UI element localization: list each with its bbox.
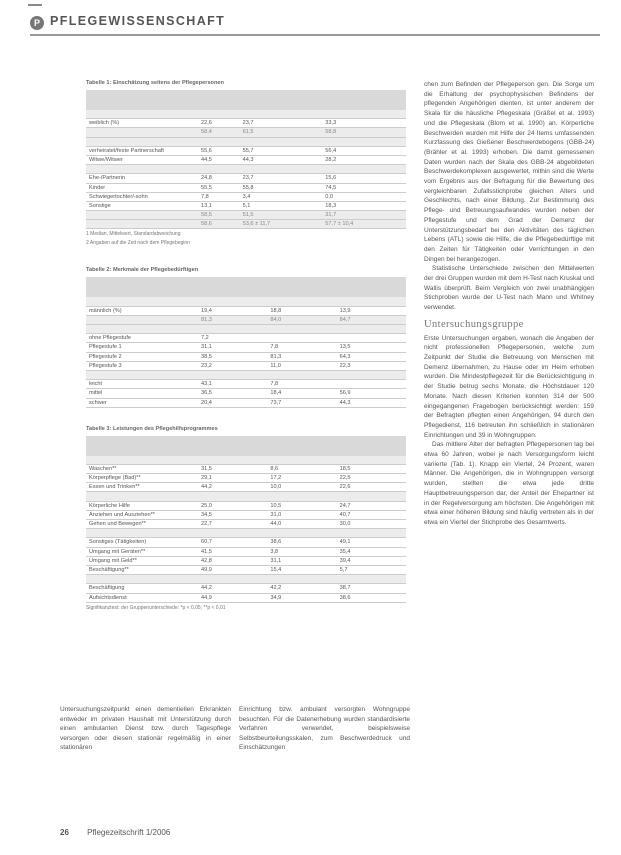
table-cell (337, 456, 406, 465)
row-label (86, 575, 198, 584)
row-label: Schwiegertochter/-sohn (86, 192, 198, 201)
table-cell: 3,4 (240, 192, 323, 201)
table-cell: 23,7 (240, 119, 323, 128)
header-rule (30, 34, 600, 36)
table-cell: 51,5 (240, 211, 323, 220)
row-label: weiblich (%) (86, 119, 198, 128)
table-cell: 10,0 (267, 483, 336, 492)
table-cell (198, 492, 267, 501)
table-row (86, 584, 406, 593)
table-cell: 64,3 (337, 352, 406, 361)
column-header (267, 436, 336, 456)
column-header (240, 90, 323, 110)
table-cell (337, 297, 406, 306)
row-label: Aufsichtsdienst (86, 593, 198, 602)
section-heading: Untersuchungsgruppe (424, 318, 524, 330)
table-3 (86, 436, 406, 603)
table-row (86, 352, 406, 361)
table-cell: 58,6 (198, 220, 240, 229)
row-label: Pflegestufe 1 (86, 343, 198, 352)
table-cell: 56,4 (322, 146, 406, 155)
table-cell: 34,9 (267, 593, 336, 602)
row-label (86, 297, 198, 306)
paragraph: Statistische Unterschiede zwischen den Mittelwerten der drei Gruppen wurden mit dem H-Test nach Kruskal und Wallis überprüft. Beim Vergleich von zwei unabhängigen Stichproben wurde der U-Test nach Mann und Whitney verwendet. (424, 265, 594, 312)
row-label: verheiratet/feste Partnerschaft (86, 146, 198, 155)
table-cell: 20,4 (198, 398, 267, 407)
row-label: leicht (86, 380, 198, 389)
table-cell (267, 325, 336, 334)
table-cell: 3,8 (267, 547, 336, 556)
table-cell (198, 370, 267, 379)
table-cell (198, 529, 267, 538)
table-cell (240, 165, 323, 174)
table-cell: 19,4 (198, 306, 267, 315)
table-cell: 49,1 (337, 538, 406, 547)
table-cell: 23,7 (240, 174, 323, 183)
row-label (86, 137, 198, 146)
table-row (86, 361, 406, 370)
row-label (86, 492, 198, 501)
table-cell: 7,8 (198, 192, 240, 201)
table-cell: 39,4 (337, 556, 406, 565)
table-cell (198, 456, 267, 465)
table-cell: 57,7 ± 10,4 (322, 220, 406, 229)
row-label: Umgang mit Geld** (86, 556, 198, 565)
table-cell: 11,0 (267, 361, 336, 370)
table-cell: 7,8 (267, 380, 336, 389)
bottom-text-column-2: Einrichtung bzw. ambulant versorgten Wohngruppe besuchten. Für die Datenerhebung wurden standardisierte Verfahren verwendet, beispielsweise Selbstbeurteilungsskalen, zum Beschwerdedruck und Einschätzungen (239, 706, 410, 751)
table-1 (86, 90, 406, 229)
table-cell: 18,3 (322, 201, 406, 210)
table-cell (337, 575, 406, 584)
table-cell (337, 492, 406, 501)
table-cell: 22,3 (337, 361, 406, 370)
table-cell (267, 492, 336, 501)
row-label: mittel (86, 389, 198, 398)
bottom-text (60, 705, 410, 753)
paragraph: chen zum Befinden der Pflegeperson gen. Die Sorge um die Erhaltung der psychophysischen Befindens der pflegenden Angehörigen dienten, ist unter anderem der Skala für die häusliche Pflegeskala (Gräßel et al. 1993) und die Pflegeskala (Blom et al. 1990) an. Körperliche Beschwerden wurden mit Hilfe der 24 Items umfassenden Kurzfassung des Gießener Beschwerdebogens (GBB-24) (Brähler et al. 1993) erhoben. Die damit gemessenen Daten wurden nach der Skala des GBB-24 abgebildeten Beschwerdekomplexen ausgewertet, mithin sind die Werte vom Ergebnis aus der Befragung für die Bewertung des vergleichbaren Zufallsstichprobe gleichen Alters und Geschlechts, nach einer Bildung. Zur Bestimmung des Pflege- und Betreuungsaufwandes wurden neben der Pflegestufe und dem Grad der Demenz der Unterstützungsbedarf bei den Aktivitäten des täglichen Lebens (ATL) sowie die Hilfe, die die Pflegebedürftige mit den Zeiten für Tätigkeiten oder Verrichtungen in den Dingen bei herangezogen. (424, 81, 594, 263)
bottom-text-column-1: Untersuchungszeitpunkt einen dementiellen Erkrankten entweder im privaten Haushalt mit Unterstützung durch einen ambulanten Dienst bzw. durch Tagespflege versorgen oder diesen stationär regelmäßig in einer stationären (60, 706, 231, 751)
table-cell: 40,7 (337, 510, 406, 519)
row-label (86, 128, 198, 137)
row-label (86, 220, 198, 229)
table-row (86, 389, 406, 398)
table-cell: 22,7 (198, 520, 267, 529)
table-cell (198, 297, 267, 306)
table-1-note-2: 2 Angaben auf die Zeit nach dem Pflegebeginn (86, 240, 190, 247)
table-row (86, 155, 406, 164)
row-label: Beschäftigung** (86, 565, 198, 574)
table-cell: 44,2 (198, 483, 267, 492)
table-cell: 42,8 (198, 556, 267, 565)
table-cell: 55,5 (198, 183, 240, 192)
table-2-block (86, 267, 406, 407)
table-cell: 15,4 (267, 565, 336, 574)
table-row (86, 556, 406, 565)
row-label: Essen und Trinken** (86, 483, 198, 492)
paragraph: Das mittlere Alter der befragten Pflegepersonen lag bei etwa 60 Jahren, wobei je nach Versorgungsform leicht variierte (Tab. 1). Knapp ein Viertel, 24 Prozent, waren Männer. Die Angehörigen, die in Wohngruppen versorgt wurden, stellten die etwa jede dritte Hauptbetreuungsperson dar, der Anteil der Ehepartner ist in der Regelversorgung am höchsten. Die Angehörigen mit etwa einer höheren Bildung sind häufig vertreten als in der etwa ein Viertel der Stichprobe des Gesamtwerts. (424, 441, 594, 526)
row-label (86, 211, 198, 220)
row-label (86, 529, 198, 538)
row-label: Pflegestufe 3 (86, 361, 198, 370)
section-title: PFLEGEWISSENSCHAFT (50, 14, 226, 28)
table-cell: 31,7 (322, 211, 406, 220)
row-label: Sonstiges (Tätigkeiten) (86, 538, 198, 547)
table-cell: 84,0 (267, 315, 336, 324)
body-text-column (424, 80, 594, 528)
table-cell: 44,3 (337, 398, 406, 407)
table-row (86, 119, 406, 128)
table-cell: 58,4 (198, 128, 240, 137)
table-row (86, 343, 406, 352)
column-header (267, 277, 336, 297)
table-cell: 44,0 (267, 520, 336, 529)
table-header-row (86, 90, 406, 110)
table-group-row (86, 529, 406, 538)
journal-issue: Pflegezeitschrift 1/2006 (87, 828, 171, 837)
table-cell (267, 575, 336, 584)
table-cell: 38,6 (267, 538, 336, 547)
row-label: Körperpflege (Bad)** (86, 474, 198, 483)
table-row (86, 510, 406, 519)
table-header-row (86, 436, 406, 456)
row-label (86, 325, 198, 334)
table-cell: 56,9 (337, 389, 406, 398)
table-cell: 18,5 (337, 464, 406, 473)
table-cell (240, 110, 323, 119)
table-group-row (86, 315, 406, 324)
table-cell: 41,5 (198, 547, 267, 556)
table-1-note-1: 1 Median, Mittelwert, Standardabweichung (86, 231, 181, 238)
table-row (86, 520, 406, 529)
table-header-row (86, 277, 406, 297)
table-2 (86, 277, 406, 407)
table-cell (337, 325, 406, 334)
row-label: Kinder (86, 183, 198, 192)
table-cell (337, 334, 406, 343)
table-group-row (86, 128, 406, 137)
table-cell: 73,7 (267, 398, 336, 407)
row-label: ohne Pflegestufe (86, 334, 198, 343)
column-header (322, 90, 406, 110)
table-cell: 25,0 (198, 501, 267, 510)
table-cell: 55,8 (240, 183, 323, 192)
table-cell (267, 334, 336, 343)
table-cell: 81,3 (198, 315, 267, 324)
column-header (86, 436, 198, 456)
table-cell: 22,6 (198, 119, 240, 128)
table-cell: 61,5 (240, 128, 323, 137)
table-cell: 44,5 (198, 155, 240, 164)
table-group-row (86, 456, 406, 465)
table-cell: 10,5 (267, 501, 336, 510)
table-cell: 24,7 (337, 501, 406, 510)
row-label: Ehe-/Partnerin (86, 174, 198, 183)
row-label: Witwe/Witwer (86, 155, 198, 164)
table-row (86, 334, 406, 343)
table-cell (198, 137, 240, 146)
table-cell: 58,5 (198, 211, 240, 220)
table-cell: 55,6 (198, 146, 240, 155)
column-header (337, 277, 406, 297)
table-cell (198, 165, 240, 174)
row-label: männlich (%) (86, 306, 198, 315)
page-header (30, 14, 600, 36)
table-cell: 22,5 (337, 474, 406, 483)
table-group-row (86, 220, 406, 229)
table-cell: 81,3 (267, 352, 336, 361)
table-3-note: Signifikanztest: der Gruppenunterschiede: *p < 0,05; **p < 0,01 (86, 604, 226, 611)
row-label: Beschäftigung (86, 584, 198, 593)
table-cell: 84,7 (337, 315, 406, 324)
table-cell: 34,5 (198, 510, 267, 519)
table-group-row (86, 137, 406, 146)
table-cell: 17,2 (267, 474, 336, 483)
table-group-row (86, 297, 406, 306)
table-cell (267, 456, 336, 465)
table-cell: 38,5 (198, 352, 267, 361)
table-row (86, 192, 406, 201)
table-cell: 0,0 (322, 192, 406, 201)
table-row (86, 565, 406, 574)
table-cell (267, 370, 336, 379)
table-cell (322, 137, 406, 146)
table-cell: 24,8 (198, 174, 240, 183)
table-row (86, 483, 406, 492)
row-label (86, 370, 198, 379)
table-row (86, 201, 406, 210)
row-label: schwer (86, 398, 198, 407)
column-header (337, 436, 406, 456)
table-group-row (86, 325, 406, 334)
table-cell (267, 529, 336, 538)
table-cell: 53,6 ± 11,7 (240, 220, 323, 229)
table-row (86, 474, 406, 483)
column-header (86, 277, 198, 297)
table-cell: 42,2 (267, 584, 336, 593)
table-cell: 33,3 (322, 119, 406, 128)
column-header (198, 436, 267, 456)
table-cell: 5,7 (337, 565, 406, 574)
table-cell: 29,1 (198, 474, 267, 483)
table-group-row (86, 165, 406, 174)
table-row (86, 380, 406, 389)
table-cell: 43,1 (198, 380, 267, 389)
table-3-block (86, 426, 406, 612)
table-cell: 44,2 (198, 584, 267, 593)
table-cell: 36,5 (198, 389, 267, 398)
table-cell: 13,1 (198, 201, 240, 210)
table-cell: 5,1 (240, 201, 323, 210)
table-group-row (86, 492, 406, 501)
table-cell (198, 325, 267, 334)
table-cell: 31,1 (198, 343, 267, 352)
table-row (86, 593, 406, 602)
table-cell: 74,5 (322, 183, 406, 192)
table-cell: 38,6 (337, 593, 406, 602)
row-label: Sonstige (86, 201, 198, 210)
table-1-caption: Tabelle 1: Einschätzung seitens der Pflegepersonen (86, 80, 224, 86)
journal-logo-icon: P (30, 16, 44, 30)
row-label: Pflegestufe 2 (86, 352, 198, 361)
table-cell: 28,2 (322, 155, 406, 164)
table-group-row (86, 575, 406, 584)
table-cell (198, 110, 240, 119)
row-label (86, 110, 198, 119)
table-cell: 8,6 (267, 464, 336, 473)
table-row (86, 547, 406, 556)
row-label (86, 456, 198, 465)
table-3-caption: Tabelle 3: Leistungen des Pflegehilfsprogrammes (86, 425, 218, 432)
table-cell (322, 165, 406, 174)
table-cell: 60,7 (198, 538, 267, 547)
table-cell: 7,2 (198, 334, 267, 343)
table-cell: 49,9 (198, 565, 267, 574)
page-footer (60, 828, 170, 837)
table-cell: 22,6 (337, 483, 406, 492)
table-cell: 38,7 (337, 584, 406, 593)
table-cell: 55,7 (240, 146, 323, 155)
table-cell (337, 380, 406, 389)
row-label: Umgang mit Geräten** (86, 547, 198, 556)
paragraph: Erste Untersuchungen ergaben, wonach die Angaben der nicht professionellen Pflegepersonen, welche zum Zeitpunkt der Studie die Betreuung von Menschen mit Demenz übernahmen, zu Hause oder im Heim erhoben wurden. Die Mindestpflegezeit für die Berücksichtigung in der Studie betrug sechs Monate, die Höchstdauer 120 Monate. Nach diesen Kriterien konnten 314 der 500 eingegangenen Fragebogen berücksichtigt werden: 159 der Befragten pflegten einen Angehörigen, 94 durch den Pflegedienst, 116 betreuten ihn schließlich in stationären Einrichtungen und 39 in Wohngruppen. (424, 334, 594, 439)
row-label: Körperliche Hilfe (86, 501, 198, 510)
table-cell: 13,9 (337, 306, 406, 315)
table-row (86, 146, 406, 155)
table-group-row (86, 370, 406, 379)
table-cell: 23,2 (198, 361, 267, 370)
table-row (86, 183, 406, 192)
table-cell: 44,9 (198, 593, 267, 602)
table-cell: 31,5 (198, 464, 267, 473)
row-label: Anziehen und Ausziehen** (86, 510, 198, 519)
table-1-block (86, 80, 406, 247)
row-label: Waschen** (86, 464, 198, 473)
table-cell: 7,8 (267, 343, 336, 352)
table-cell: 58,8 (322, 128, 406, 137)
table-cell (198, 575, 267, 584)
table-row (86, 464, 406, 473)
table-row (86, 398, 406, 407)
table-cell: 31,1 (267, 556, 336, 565)
table-cell (267, 297, 336, 306)
table-cell: 44,3 (240, 155, 323, 164)
table-cell: 13,5 (337, 343, 406, 352)
row-label: Gehen und Bewegen** (86, 520, 198, 529)
table-cell (322, 110, 406, 119)
table-cell (337, 370, 406, 379)
table-cell: 18,8 (267, 306, 336, 315)
corner-crop-mark (28, 4, 42, 6)
page-number: 26 (60, 828, 69, 837)
column-header (86, 90, 198, 110)
row-label (86, 315, 198, 324)
table-row (86, 501, 406, 510)
table-cell: 31,0 (267, 510, 336, 519)
table-cell: 15,6 (322, 174, 406, 183)
table-cell (240, 137, 323, 146)
table-row (86, 538, 406, 547)
table-group-row (86, 110, 406, 119)
table-cell: 35,4 (337, 547, 406, 556)
table-cell: 30,0 (337, 520, 406, 529)
column-header (198, 90, 240, 110)
table-row (86, 306, 406, 315)
column-header (198, 277, 267, 297)
tables-column (86, 80, 406, 612)
table-group-row (86, 211, 406, 220)
table-row (86, 174, 406, 183)
row-label (86, 165, 198, 174)
table-2-caption: Tabelle 2: Merkmale der Pflegebedürftigen (86, 267, 199, 274)
table-cell: 18,4 (267, 389, 336, 398)
table-cell (337, 529, 406, 538)
